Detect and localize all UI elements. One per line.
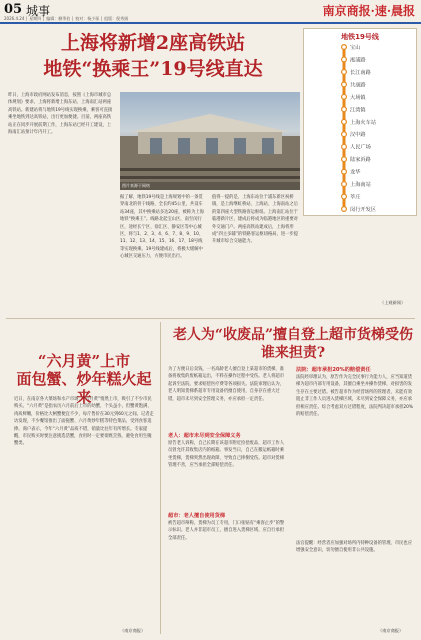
station-label: 淞浦路 <box>350 57 366 64</box>
top-story-body-right: 值得一提的是，上海东站位于浦东新区祝桥镇，是上海继虹桥站、上海站、上海南站之后的第四座大型铁路客运枢纽。上海南汇站位于临港新片区，建成后将成为临港地区的重要对外交通门户。两座高铁站建成后，上海将形成“四主多辅”的铁路客运枢纽格局，进一步提升城市综合交通能力。 <box>212 195 299 245</box>
masthead-logo: 南京商报·速·晨报 <box>322 4 415 18</box>
story2-headline <box>168 326 418 362</box>
headline-line-2: 地铁“换乘王”19号线直达 <box>43 58 263 80</box>
station-label: 陆家浜路 <box>350 157 371 164</box>
station-label: 长江南路 <box>350 69 371 76</box>
story2-subhead-3: 法院：超市承担20%的赔偿责任 <box>296 367 371 373</box>
metro-line-map <box>303 28 417 216</box>
station-marker <box>342 144 347 149</box>
station-marker <box>342 207 347 212</box>
page-number: 05 <box>4 2 23 17</box>
station-photo-graphic <box>120 92 300 190</box>
station-marker <box>342 157 347 162</box>
story2-headline-line-2: 谁来担责? <box>260 345 326 361</box>
section-title: 城事 <box>26 4 51 18</box>
station-label: 江湾镇 <box>350 107 366 114</box>
top-story-lead: 昨日，上海市政府网站发布消息，按照《上海市城市总体规划》要求，上海将新增上海东站、上海南汇站两座高铁站。新建站将与地铁19号线实现换乘，乘客可直接乘坐地铁到达高铁站，出行更加便捷。目前，两座高铁站正在同步开展前期工作，上海东站已经开工建设，上海南汇站预计年内开工。 <box>8 93 113 136</box>
story3-byline: （南京商报） <box>120 628 146 633</box>
station-marker <box>342 82 347 87</box>
story2-text-2: 被告超市辩称，货梯为员工专用，门口张贴有“乘客止步”的警示标识。老人并非超市员工，擅自进入货梯区域，应自行承担全部责任。 <box>168 521 285 541</box>
station-label: 人民广场 <box>350 144 371 151</box>
page-header <box>0 0 421 24</box>
station-label: 大场镇 <box>350 94 366 101</box>
station-label: 闵行开发区 <box>350 207 376 213</box>
station-marker <box>342 57 347 62</box>
top-story-body-mid: 据了解，地铁19号线是上海规划中的一条贯穿南北的骨干线路，全长约45公里，共设车站34座，其中换乘站多达20座，被称为上海地铁“换乘王”。线路北起宝山区，南至闵行区，途经长宁区、徐汇区、静安区等中心城区，将与1、2、3、4、6、7、8、9、10、11、12、13、14、15、16、17、18号线等实现换乘。19号线建成后，将极大缓解中心城区交通压力，方便市民出行。 <box>120 195 204 260</box>
station-marker <box>342 119 347 124</box>
story2-headline-line-1: 老人为“收废品”擅自登上超市货梯受伤 <box>172 327 414 343</box>
station-marker <box>342 132 347 137</box>
station-label: 龙华 <box>350 169 361 176</box>
metro-line-map-graphic <box>304 29 416 215</box>
top-story-byline: （上观新闻） <box>380 300 406 305</box>
issue-meta: 2026.4.24 │ 星期四 │ 编辑：柳季伯 │ 校对：杨少琛 │ 组版：倪秀娟 <box>4 16 129 21</box>
story2-byline: （南京商报） <box>378 628 404 633</box>
station-label: 上海火车站 <box>350 119 376 126</box>
station-photo <box>120 92 300 190</box>
station-marker <box>342 169 347 174</box>
headline-line-1: 上海将新增2座高铁站 <box>60 32 246 54</box>
station-label: 汉中路 <box>350 132 366 139</box>
map-title: 地铁19号线 <box>341 33 379 41</box>
station-label: 宝山 <box>350 45 361 51</box>
top-story-headline <box>8 30 298 82</box>
station-marker <box>342 45 347 50</box>
story3-headline-line-2: 面包蟹、炒年糕火起来 <box>16 370 152 406</box>
story3-headline-line-1: “六月黄”上市 <box>37 352 131 370</box>
station-marker <box>342 107 347 112</box>
story2-intro: 为了方便日后卖钱，一名高龄老人擅自登上某超市的货梯，准备将收集的废纸箱运出，不料在操作过程中受伤。老人将超市起诉至法院，要求赔偿医疗费等各项损失。法院审理后认为，老人明知货梯系超市专用设备仍擅自使用，自身存在重大过错，超市未尽到安全管理义务，亦应承担一定责任。 <box>168 367 285 402</box>
station-marker <box>342 194 347 199</box>
story2-subhead-2: 超市：老人擅自使用货梯 <box>168 513 226 519</box>
section-divider <box>6 318 415 319</box>
station-label: 共康路 <box>350 82 366 89</box>
story2-tip: 法官提醒：经营者应加强对场所内特种设备的管理，市民也应增强安全意识，切勿擅自使用非公共设施。 <box>296 541 413 554</box>
station-label: 上海南站 <box>350 182 371 189</box>
story2-text-1: 原告老人诉称，自己长期在该超市附近捡拾废品，超市工作人员曾允许其收集店内的纸箱。事发当日，自己在搬运纸箱时乘坐货梯，货梯突然出现故障，导致自己摔倒受伤。超市对货梯管理不善，应当承担全部赔偿责任。 <box>168 441 285 469</box>
story2-subhead-1: 老人：超市未尽到安全保障义务 <box>168 433 241 439</box>
station-marker <box>342 94 347 99</box>
photo-caption: 图片来源于网络 <box>120 182 300 190</box>
station-marker <box>342 70 347 75</box>
station-marker <box>342 182 347 187</box>
column-divider <box>160 322 161 634</box>
story2-text-3: 法院经审理认为，原告作为完全民事行为能力人，应当知道货梯为超市内部专用设备，其擅自乘坐并操作货梯，对损害的发生存在主要过错。被告超市作为经营场所的管理者，未能有效阻止非工作人员进入货梯区域，未尽到安全保障义务，亦应承担相应责任。综合考虑双方过错程度，法院判决超市承担20%的赔偿责任。 <box>296 375 413 418</box>
station-label: 莘庄 <box>350 194 361 201</box>
story3-body: 近日，在南京各大菜场和水产市场，“六月黄”悄然上市，吸引了不少市民购买。“六月黄”是指农历六月前后上市的幼蟹，个头虽小，但蟹黄饱满、肉质鲜嫩，价格比大闸蟹便宜不少，每斤售价在30元到60元之间。记者走访发现，不少餐馆推出了面拖蟹、六月黄炒年糕等特色菜品，受到食客追捧。商户表示，今年“六月黄”品质不错，销量比往年有所增长。专家提醒，市民购买时要注意挑选活蟹，食用时一定要彻底烹熟，避免食用生腌蟹类。 <box>14 397 154 447</box>
